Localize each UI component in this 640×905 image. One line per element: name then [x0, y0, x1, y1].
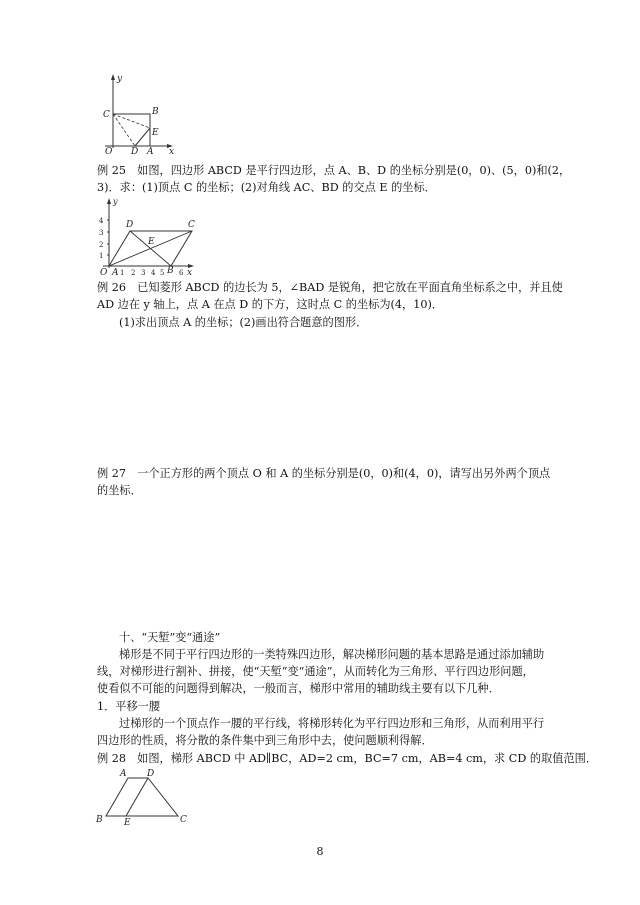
label-a: A: [147, 147, 154, 154]
ytick-4: 4: [99, 217, 104, 225]
example-26-line-1: 例 26 已知菱形 ABCD 的边长为 5，∠BAD 是锐角，把它放在平面直角坐标系之中，并且使: [97, 281, 563, 294]
dashed-cd: [113, 114, 135, 146]
figure-parallelogram: [95, 196, 205, 276]
example-28-line-1: 例 28 如图，梯形 ABCD 中 AD∥BC，AD=2 cm，BC=7 cm，AB=4 cm，求 CD 的取值范围．: [97, 752, 598, 765]
label-a: A: [112, 268, 119, 276]
dashed-ce: [113, 114, 150, 128]
xtick-1: 1: [120, 269, 125, 276]
label-c: C: [103, 110, 110, 120]
xtick-6: 6: [179, 269, 184, 276]
subsection-paragraph-line-1: 过梯形的一个顶点作一腰的平行线，将梯形转化为平行四边形和三角形，从而利用平行: [119, 717, 545, 730]
xtick-5: 5: [160, 269, 165, 276]
segment-de: [126, 778, 148, 816]
label-d: D: [126, 220, 134, 230]
section-heading: 十、“天堑”变“通途”: [119, 631, 221, 644]
label-x: x: [187, 268, 193, 276]
xtick-2: 2: [131, 269, 136, 276]
example-26-line-3: (1)求出顶点 A 的坐标；(2)画出符合题意的图形．: [119, 316, 368, 329]
label-a: A: [120, 769, 127, 779]
figure-trapezoid: [92, 766, 202, 826]
label-b: B: [96, 815, 103, 825]
label-e: E: [124, 818, 131, 826]
example-26-line-2: AD 边在 y 轴上，点 A 在点 D 的下方，这时点 C 的坐标为(4，10)．: [97, 298, 444, 311]
subsection-paragraph-line-2: 四边形的性质，将分散的条件集中到三角形中去，使问题顺利得解．: [97, 734, 433, 747]
label-e: E: [152, 128, 159, 138]
y-axis-arrow: [111, 74, 115, 80]
segment-de: [135, 128, 150, 146]
label-b: B: [152, 107, 159, 117]
ytick-3: 3: [99, 229, 104, 237]
label-b: B: [167, 266, 174, 276]
example-25-line-2: 3)．求：(1)顶点 C 的坐标；(2)对角线 AC、BD 的交点 E 的坐标．: [97, 181, 436, 194]
label-o: O: [100, 268, 108, 276]
page-number: 8: [316, 845, 324, 858]
section-paragraph-line-2: 线，对梯形进行割补、拼接，使“天堑”变“通途”，从而转化为三角形、平行四边形问题，: [97, 665, 534, 678]
label-d: D: [131, 147, 139, 154]
label-e: E: [148, 237, 155, 247]
label-c: C: [188, 220, 195, 230]
section-paragraph-line-1: 梯形是不同于平行四边形的一类特殊四边形，解决梯形问题的基本思路是通过添加辅助: [119, 648, 545, 661]
xtick-4: 4: [151, 269, 156, 276]
example-27-line-1: 例 27 一个正方形的两个顶点 O 和 A 的坐标分别是(0，0)和(4，0)，请写出另外两个顶点: [97, 467, 551, 480]
example-25-line-1: 例 25 如图，四边形 ABCD 是平行四边形，点 A、B、D 的坐标分别是(0，0)、(5，0)和(2，: [97, 164, 571, 177]
label-c: C: [180, 815, 187, 825]
label-x: x: [169, 147, 175, 154]
label-y: y: [117, 74, 123, 84]
label-o: O: [105, 147, 113, 154]
figure-coordinate-rectangle: [95, 72, 190, 154]
trapezoid-abcd: [106, 778, 178, 816]
label-y: y: [113, 197, 118, 206]
ytick-1: 1: [99, 252, 104, 260]
subsection-heading: 1．平移一腰: [97, 700, 161, 713]
section-paragraph-line-3: 使看似不可能的问题得到解决，一般而言，梯形中常用的辅助线主要有以下几种．: [97, 682, 500, 695]
y-axis-arrow: [107, 198, 111, 204]
example-27-line-2: 的坐标．: [97, 484, 142, 497]
xtick-3: 3: [141, 269, 146, 276]
ytick-2: 2: [99, 241, 104, 249]
label-d: D: [147, 769, 155, 779]
